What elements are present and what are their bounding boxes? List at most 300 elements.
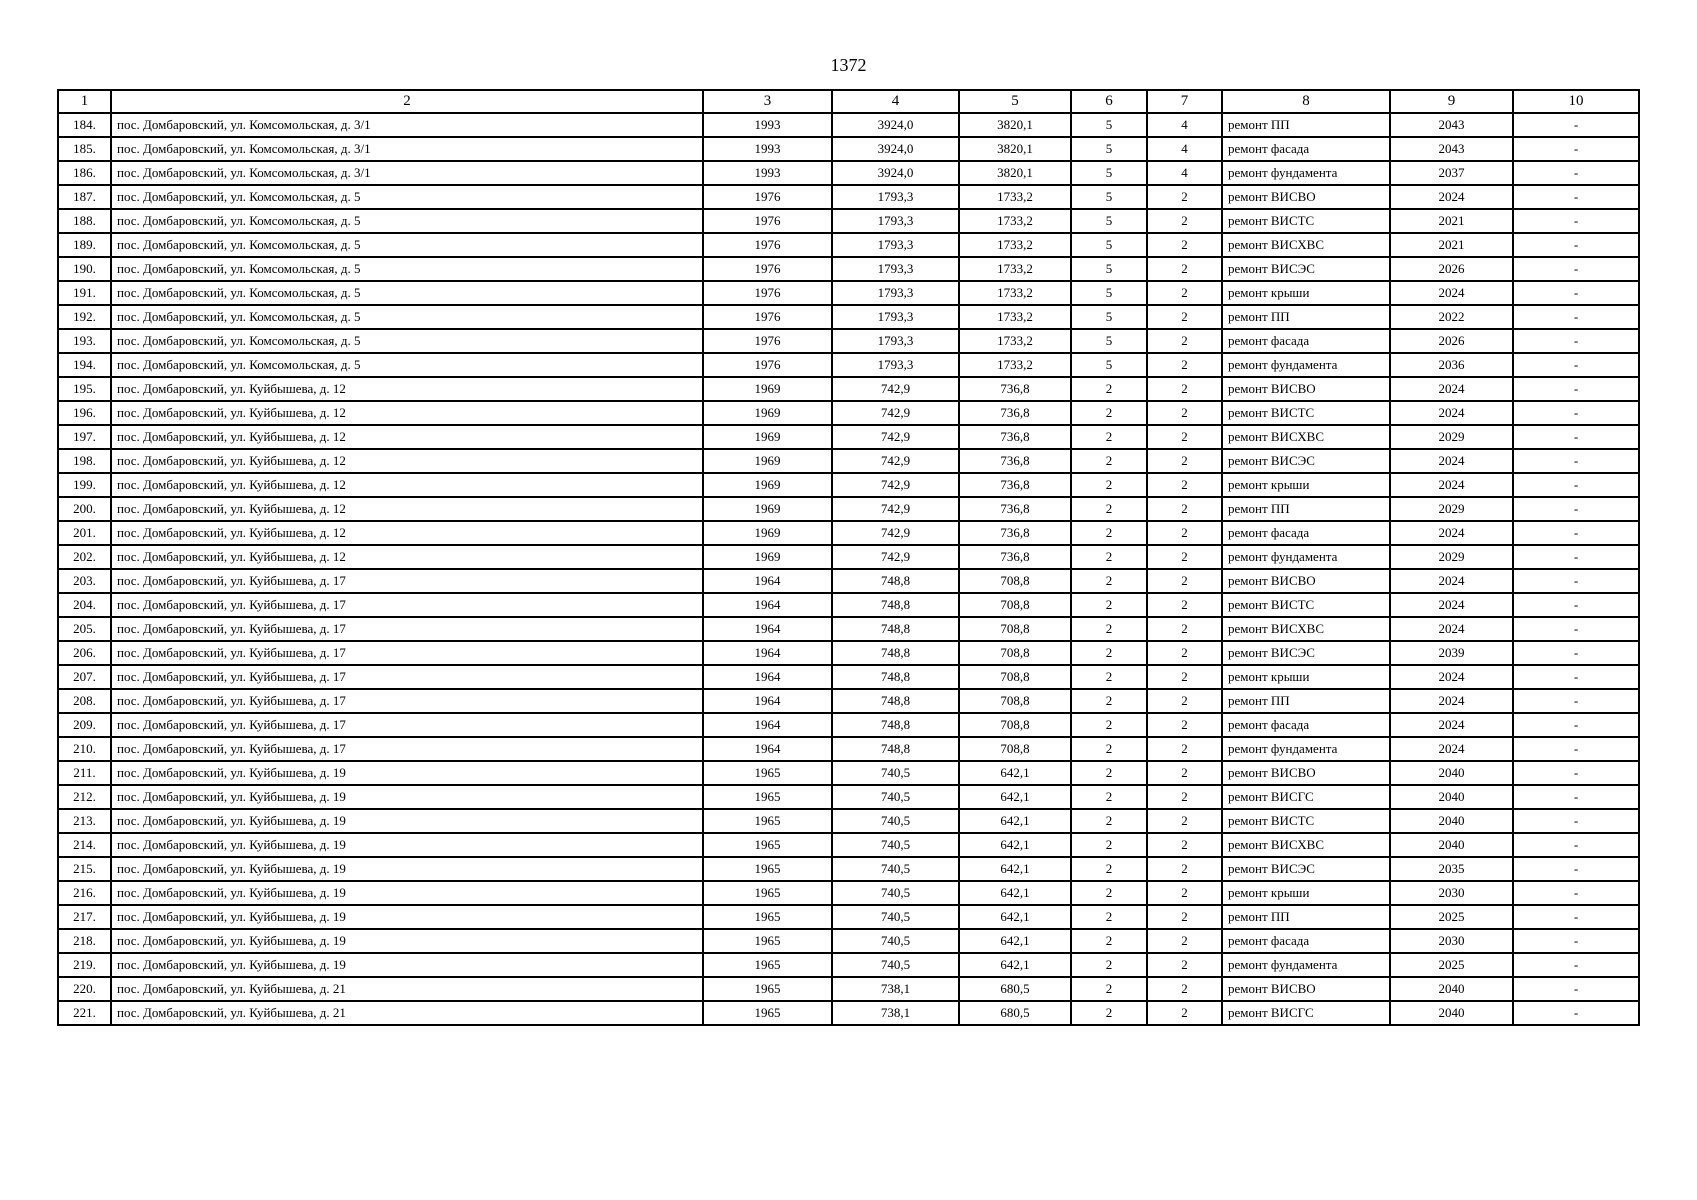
column-header-6: 6 xyxy=(1071,90,1147,113)
living-area-cell: 1733,2 xyxy=(959,257,1071,281)
note-cell: - xyxy=(1513,977,1639,1001)
table-row xyxy=(58,929,1639,953)
year-built-cell: 1965 xyxy=(703,785,832,809)
table-row xyxy=(58,209,1639,233)
note-cell: - xyxy=(1513,641,1639,665)
living-area-cell: 680,5 xyxy=(959,1001,1071,1025)
table-row xyxy=(58,833,1639,857)
column-header-5: 5 xyxy=(959,90,1071,113)
table-row xyxy=(58,257,1639,281)
floors-cell: 2 xyxy=(1071,617,1147,641)
entrances-cell: 2 xyxy=(1147,929,1222,953)
floors-cell: 2 xyxy=(1071,857,1147,881)
total-area-cell: 748,8 xyxy=(832,713,959,737)
planned-year-cell: 2026 xyxy=(1390,257,1513,281)
work-type-cell: ремонт фундамента xyxy=(1222,737,1390,761)
work-type-cell: ремонт ВИСГС xyxy=(1222,785,1390,809)
row-number-cell: 191. xyxy=(58,281,111,305)
address-cell: пос. Домбаровский, ул. Комсомольская, д. 5 xyxy=(111,281,703,305)
year-built-cell: 1976 xyxy=(703,257,832,281)
work-type-cell: ремонт фундамента xyxy=(1222,353,1390,377)
table-row xyxy=(58,329,1639,353)
entrances-cell: 4 xyxy=(1147,113,1222,137)
row-number-cell: 220. xyxy=(58,977,111,1001)
note-cell: - xyxy=(1513,233,1639,257)
note-cell: - xyxy=(1513,113,1639,137)
entrances-cell: 2 xyxy=(1147,881,1222,905)
total-area-cell: 740,5 xyxy=(832,905,959,929)
work-type-cell: ремонт фасада xyxy=(1222,713,1390,737)
address-cell: пос. Домбаровский, ул. Куйбышева, д. 19 xyxy=(111,809,703,833)
entrances-cell: 2 xyxy=(1147,377,1222,401)
floors-cell: 5 xyxy=(1071,185,1147,209)
work-type-cell: ремонт фундамента xyxy=(1222,545,1390,569)
total-area-cell: 740,5 xyxy=(832,881,959,905)
total-area-cell: 738,1 xyxy=(832,1001,959,1025)
year-built-cell: 1969 xyxy=(703,497,832,521)
work-type-cell: ремонт ПП xyxy=(1222,497,1390,521)
table-row xyxy=(58,785,1639,809)
entrances-cell: 2 xyxy=(1147,353,1222,377)
address-cell: пос. Домбаровский, ул. Куйбышева, д. 19 xyxy=(111,761,703,785)
address-cell: пос. Домбаровский, ул. Куйбышева, д. 17 xyxy=(111,737,703,761)
address-cell: пос. Домбаровский, ул. Куйбышева, д. 12 xyxy=(111,377,703,401)
floors-cell: 2 xyxy=(1071,929,1147,953)
living-area-cell: 642,1 xyxy=(959,953,1071,977)
entrances-cell: 2 xyxy=(1147,833,1222,857)
planned-year-cell: 2040 xyxy=(1390,809,1513,833)
living-area-cell: 736,8 xyxy=(959,377,1071,401)
entrances-cell: 2 xyxy=(1147,329,1222,353)
entrances-cell: 4 xyxy=(1147,161,1222,185)
planned-year-cell: 2024 xyxy=(1390,665,1513,689)
total-area-cell: 740,5 xyxy=(832,809,959,833)
entrances-cell: 2 xyxy=(1147,569,1222,593)
row-number-cell: 208. xyxy=(58,689,111,713)
work-type-cell: ремонт ВИСТС xyxy=(1222,593,1390,617)
living-area-cell: 708,8 xyxy=(959,593,1071,617)
floors-cell: 2 xyxy=(1071,665,1147,689)
address-cell: пос. Домбаровский, ул. Комсомольская, д. 5 xyxy=(111,305,703,329)
entrances-cell: 2 xyxy=(1147,809,1222,833)
floors-cell: 2 xyxy=(1071,761,1147,785)
address-cell: пос. Домбаровский, ул. Куйбышева, д. 12 xyxy=(111,545,703,569)
year-built-cell: 1965 xyxy=(703,953,832,977)
living-area-cell: 642,1 xyxy=(959,809,1071,833)
work-type-cell: ремонт фасада xyxy=(1222,137,1390,161)
note-cell: - xyxy=(1513,353,1639,377)
year-built-cell: 1965 xyxy=(703,857,832,881)
address-cell: пос. Домбаровский, ул. Куйбышева, д. 17 xyxy=(111,569,703,593)
total-area-cell: 748,8 xyxy=(832,689,959,713)
address-cell: пос. Домбаровский, ул. Комсомольская, д. 3/1 xyxy=(111,137,703,161)
entrances-cell: 2 xyxy=(1147,449,1222,473)
total-area-cell: 740,5 xyxy=(832,761,959,785)
entrances-cell: 2 xyxy=(1147,977,1222,1001)
column-header-8: 8 xyxy=(1222,90,1390,113)
living-area-cell: 708,8 xyxy=(959,641,1071,665)
table-row xyxy=(58,617,1639,641)
work-type-cell: ремонт ВИСЭС xyxy=(1222,449,1390,473)
row-number-cell: 184. xyxy=(58,113,111,137)
address-cell: пос. Домбаровский, ул. Куйбышева, д. 19 xyxy=(111,905,703,929)
entrances-cell: 2 xyxy=(1147,257,1222,281)
floors-cell: 5 xyxy=(1071,305,1147,329)
living-area-cell: 642,1 xyxy=(959,905,1071,929)
entrances-cell: 2 xyxy=(1147,521,1222,545)
year-built-cell: 1964 xyxy=(703,617,832,641)
table-row xyxy=(58,689,1639,713)
note-cell: - xyxy=(1513,257,1639,281)
table-row xyxy=(58,497,1639,521)
year-built-cell: 1965 xyxy=(703,977,832,1001)
note-cell: - xyxy=(1513,137,1639,161)
work-type-cell: ремонт ПП xyxy=(1222,305,1390,329)
table-row xyxy=(58,977,1639,1001)
address-cell: пос. Домбаровский, ул. Куйбышева, д. 19 xyxy=(111,857,703,881)
year-built-cell: 1964 xyxy=(703,665,832,689)
floors-cell: 2 xyxy=(1071,1001,1147,1025)
row-number-cell: 211. xyxy=(58,761,111,785)
note-cell: - xyxy=(1513,185,1639,209)
work-type-cell: ремонт фасада xyxy=(1222,329,1390,353)
floors-cell: 2 xyxy=(1071,497,1147,521)
total-area-cell: 748,8 xyxy=(832,665,959,689)
row-number-cell: 206. xyxy=(58,641,111,665)
row-number-cell: 199. xyxy=(58,473,111,497)
planned-year-cell: 2040 xyxy=(1390,833,1513,857)
total-area-cell: 738,1 xyxy=(832,977,959,1001)
floors-cell: 2 xyxy=(1071,401,1147,425)
floors-cell: 5 xyxy=(1071,329,1147,353)
floors-cell: 2 xyxy=(1071,809,1147,833)
address-cell: пос. Домбаровский, ул. Куйбышева, д. 17 xyxy=(111,665,703,689)
total-area-cell: 1793,3 xyxy=(832,185,959,209)
address-cell: пос. Домбаровский, ул. Куйбышева, д. 19 xyxy=(111,881,703,905)
work-type-cell: ремонт ВИСХВС xyxy=(1222,425,1390,449)
row-number-cell: 193. xyxy=(58,329,111,353)
row-number-cell: 203. xyxy=(58,569,111,593)
floors-cell: 2 xyxy=(1071,545,1147,569)
table-body xyxy=(58,113,1639,1025)
floors-cell: 5 xyxy=(1071,233,1147,257)
column-header-2: 2 xyxy=(111,90,703,113)
year-built-cell: 1965 xyxy=(703,929,832,953)
entrances-cell: 2 xyxy=(1147,281,1222,305)
living-area-cell: 736,8 xyxy=(959,401,1071,425)
living-area-cell: 736,8 xyxy=(959,425,1071,449)
floors-cell: 2 xyxy=(1071,953,1147,977)
living-area-cell: 3820,1 xyxy=(959,161,1071,185)
page-number: 1372 xyxy=(830,55,867,75)
address-cell: пос. Домбаровский, ул. Комсомольская, д. 5 xyxy=(111,257,703,281)
work-type-cell: ремонт ВИСГС xyxy=(1222,1001,1390,1025)
planned-year-cell: 2024 xyxy=(1390,569,1513,593)
year-built-cell: 1964 xyxy=(703,737,832,761)
address-cell: пос. Домбаровский, ул. Куйбышева, д. 19 xyxy=(111,953,703,977)
address-cell: пос. Домбаровский, ул. Куйбышева, д. 21 xyxy=(111,1001,703,1025)
note-cell: - xyxy=(1513,785,1639,809)
year-built-cell: 1976 xyxy=(703,329,832,353)
row-number-cell: 216. xyxy=(58,881,111,905)
address-cell: пос. Домбаровский, ул. Куйбышева, д. 19 xyxy=(111,833,703,857)
total-area-cell: 748,8 xyxy=(832,617,959,641)
entrances-cell: 2 xyxy=(1147,497,1222,521)
total-area-cell: 740,5 xyxy=(832,929,959,953)
floors-cell: 2 xyxy=(1071,881,1147,905)
row-number-cell: 207. xyxy=(58,665,111,689)
note-cell: - xyxy=(1513,1001,1639,1025)
planned-year-cell: 2040 xyxy=(1390,761,1513,785)
planned-year-cell: 2024 xyxy=(1390,617,1513,641)
living-area-cell: 736,8 xyxy=(959,473,1071,497)
entrances-cell: 2 xyxy=(1147,737,1222,761)
note-cell: - xyxy=(1513,377,1639,401)
note-cell: - xyxy=(1513,881,1639,905)
floors-cell: 2 xyxy=(1071,521,1147,545)
table-row xyxy=(58,905,1639,929)
floors-cell: 2 xyxy=(1071,785,1147,809)
entrances-cell: 2 xyxy=(1147,545,1222,569)
entrances-cell: 2 xyxy=(1147,905,1222,929)
planned-year-cell: 2024 xyxy=(1390,281,1513,305)
living-area-cell: 1733,2 xyxy=(959,233,1071,257)
note-cell: - xyxy=(1513,329,1639,353)
table-row xyxy=(58,281,1639,305)
address-cell: пос. Домбаровский, ул. Куйбышева, д. 17 xyxy=(111,713,703,737)
row-number-cell: 219. xyxy=(58,953,111,977)
note-cell: - xyxy=(1513,401,1639,425)
living-area-cell: 642,1 xyxy=(959,881,1071,905)
planned-year-cell: 2024 xyxy=(1390,377,1513,401)
floors-cell: 2 xyxy=(1071,905,1147,929)
total-area-cell: 1793,3 xyxy=(832,233,959,257)
row-number-cell: 192. xyxy=(58,305,111,329)
work-type-cell: ремонт фасада xyxy=(1222,929,1390,953)
work-type-cell: ремонт ВИСТС xyxy=(1222,809,1390,833)
table-row xyxy=(58,137,1639,161)
planned-year-cell: 2024 xyxy=(1390,737,1513,761)
entrances-cell: 4 xyxy=(1147,137,1222,161)
column-header-4: 4 xyxy=(832,90,959,113)
year-built-cell: 1965 xyxy=(703,809,832,833)
planned-year-cell: 2029 xyxy=(1390,545,1513,569)
planned-year-cell: 2026 xyxy=(1390,329,1513,353)
work-type-cell: ремонт ПП xyxy=(1222,689,1390,713)
planned-year-cell: 2029 xyxy=(1390,425,1513,449)
row-number-cell: 213. xyxy=(58,809,111,833)
table-row xyxy=(58,713,1639,737)
address-cell: пос. Домбаровский, ул. Куйбышева, д. 12 xyxy=(111,401,703,425)
note-cell: - xyxy=(1513,761,1639,785)
planned-year-cell: 2037 xyxy=(1390,161,1513,185)
note-cell: - xyxy=(1513,689,1639,713)
year-built-cell: 1976 xyxy=(703,233,832,257)
total-area-cell: 742,9 xyxy=(832,401,959,425)
planned-year-cell: 2024 xyxy=(1390,689,1513,713)
total-area-cell: 1793,3 xyxy=(832,209,959,233)
living-area-cell: 708,8 xyxy=(959,689,1071,713)
work-type-cell: ремонт ВИСВО xyxy=(1222,569,1390,593)
entrances-cell: 2 xyxy=(1147,185,1222,209)
table-row xyxy=(58,857,1639,881)
planned-year-cell: 2040 xyxy=(1390,1001,1513,1025)
total-area-cell: 1793,3 xyxy=(832,281,959,305)
entrances-cell: 2 xyxy=(1147,233,1222,257)
work-type-cell: ремонт ПП xyxy=(1222,905,1390,929)
table-row xyxy=(58,185,1639,209)
row-number-cell: 186. xyxy=(58,161,111,185)
living-area-cell: 736,8 xyxy=(959,521,1071,545)
column-header-10: 10 xyxy=(1513,90,1639,113)
table-row xyxy=(58,161,1639,185)
total-area-cell: 3924,0 xyxy=(832,113,959,137)
address-cell: пос. Домбаровский, ул. Куйбышева, д. 17 xyxy=(111,641,703,665)
table-row xyxy=(58,953,1639,977)
living-area-cell: 1733,2 xyxy=(959,185,1071,209)
living-area-cell: 708,8 xyxy=(959,569,1071,593)
note-cell: - xyxy=(1513,305,1639,329)
floors-cell: 5 xyxy=(1071,161,1147,185)
planned-year-cell: 2024 xyxy=(1390,713,1513,737)
work-type-cell: ремонт ВИСТС xyxy=(1222,209,1390,233)
table-row xyxy=(58,881,1639,905)
floors-cell: 2 xyxy=(1071,713,1147,737)
address-cell: пос. Домбаровский, ул. Куйбышева, д. 17 xyxy=(111,593,703,617)
total-area-cell: 740,5 xyxy=(832,785,959,809)
note-cell: - xyxy=(1513,281,1639,305)
total-area-cell: 1793,3 xyxy=(832,257,959,281)
note-cell: - xyxy=(1513,545,1639,569)
work-type-cell: ремонт крыши xyxy=(1222,473,1390,497)
living-area-cell: 708,8 xyxy=(959,617,1071,641)
work-type-cell: ремонт фундамента xyxy=(1222,953,1390,977)
row-number-cell: 210. xyxy=(58,737,111,761)
note-cell: - xyxy=(1513,521,1639,545)
table-row xyxy=(58,305,1639,329)
year-built-cell: 1965 xyxy=(703,1001,832,1025)
entrances-cell: 2 xyxy=(1147,641,1222,665)
planned-year-cell: 2030 xyxy=(1390,881,1513,905)
row-number-cell: 214. xyxy=(58,833,111,857)
work-type-cell: ремонт ПП xyxy=(1222,113,1390,137)
floors-cell: 5 xyxy=(1071,113,1147,137)
total-area-cell: 748,8 xyxy=(832,737,959,761)
row-number-cell: 190. xyxy=(58,257,111,281)
year-built-cell: 1969 xyxy=(703,401,832,425)
total-area-cell: 3924,0 xyxy=(832,137,959,161)
floors-cell: 2 xyxy=(1071,833,1147,857)
row-number-cell: 200. xyxy=(58,497,111,521)
entrances-cell: 2 xyxy=(1147,617,1222,641)
floors-cell: 5 xyxy=(1071,353,1147,377)
row-number-cell: 194. xyxy=(58,353,111,377)
note-cell: - xyxy=(1513,473,1639,497)
total-area-cell: 740,5 xyxy=(832,857,959,881)
year-built-cell: 1969 xyxy=(703,473,832,497)
row-number-cell: 198. xyxy=(58,449,111,473)
row-number-cell: 221. xyxy=(58,1001,111,1025)
planned-year-cell: 2024 xyxy=(1390,449,1513,473)
planned-year-cell: 2029 xyxy=(1390,497,1513,521)
year-built-cell: 1969 xyxy=(703,521,832,545)
table-row xyxy=(58,401,1639,425)
living-area-cell: 1733,2 xyxy=(959,281,1071,305)
floors-cell: 2 xyxy=(1071,737,1147,761)
planned-year-cell: 2024 xyxy=(1390,185,1513,209)
planned-year-cell: 2040 xyxy=(1390,977,1513,1001)
column-header-3: 3 xyxy=(703,90,832,113)
entrances-cell: 2 xyxy=(1147,713,1222,737)
year-built-cell: 1965 xyxy=(703,905,832,929)
table-row xyxy=(58,113,1639,137)
entrances-cell: 2 xyxy=(1147,689,1222,713)
table-row xyxy=(58,425,1639,449)
note-cell: - xyxy=(1513,905,1639,929)
total-area-cell: 742,9 xyxy=(832,425,959,449)
row-number-cell: 212. xyxy=(58,785,111,809)
living-area-cell: 1733,2 xyxy=(959,305,1071,329)
living-area-cell: 708,8 xyxy=(959,737,1071,761)
column-header-9: 9 xyxy=(1390,90,1513,113)
year-built-cell: 1969 xyxy=(703,449,832,473)
entrances-cell: 2 xyxy=(1147,761,1222,785)
total-area-cell: 1793,3 xyxy=(832,305,959,329)
work-type-cell: ремонт ВИСЭС xyxy=(1222,857,1390,881)
row-number-cell: 196. xyxy=(58,401,111,425)
living-area-cell: 708,8 xyxy=(959,665,1071,689)
address-cell: пос. Домбаровский, ул. Куйбышева, д. 12 xyxy=(111,521,703,545)
table-row xyxy=(58,665,1639,689)
work-type-cell: ремонт крыши xyxy=(1222,281,1390,305)
living-area-cell: 736,8 xyxy=(959,497,1071,521)
living-area-cell: 736,8 xyxy=(959,449,1071,473)
floors-cell: 2 xyxy=(1071,449,1147,473)
living-area-cell: 1733,2 xyxy=(959,329,1071,353)
work-type-cell: ремонт ВИСВО xyxy=(1222,377,1390,401)
year-built-cell: 1993 xyxy=(703,113,832,137)
planned-year-cell: 2039 xyxy=(1390,641,1513,665)
floors-cell: 2 xyxy=(1071,593,1147,617)
row-number-cell: 187. xyxy=(58,185,111,209)
year-built-cell: 1976 xyxy=(703,209,832,233)
year-built-cell: 1964 xyxy=(703,689,832,713)
address-cell: пос. Домбаровский, ул. Комсомольская, д. 5 xyxy=(111,185,703,209)
floors-cell: 5 xyxy=(1071,137,1147,161)
planned-year-cell: 2025 xyxy=(1390,953,1513,977)
table-row xyxy=(58,593,1639,617)
table-row xyxy=(58,233,1639,257)
floors-cell: 5 xyxy=(1071,209,1147,233)
work-type-cell: ремонт ВИСВО xyxy=(1222,761,1390,785)
row-number-cell: 201. xyxy=(58,521,111,545)
table-row xyxy=(58,761,1639,785)
table-row xyxy=(58,521,1639,545)
total-area-cell: 742,9 xyxy=(832,545,959,569)
year-built-cell: 1964 xyxy=(703,641,832,665)
year-built-cell: 1969 xyxy=(703,425,832,449)
planned-year-cell: 2025 xyxy=(1390,905,1513,929)
note-cell: - xyxy=(1513,161,1639,185)
floors-cell: 2 xyxy=(1071,689,1147,713)
planned-year-cell: 2024 xyxy=(1390,473,1513,497)
note-cell: - xyxy=(1513,497,1639,521)
row-number-cell: 195. xyxy=(58,377,111,401)
address-cell: пос. Домбаровский, ул. Куйбышева, д. 17 xyxy=(111,617,703,641)
floors-cell: 2 xyxy=(1071,473,1147,497)
address-cell: пос. Домбаровский, ул. Куйбышева, д. 12 xyxy=(111,497,703,521)
living-area-cell: 680,5 xyxy=(959,977,1071,1001)
